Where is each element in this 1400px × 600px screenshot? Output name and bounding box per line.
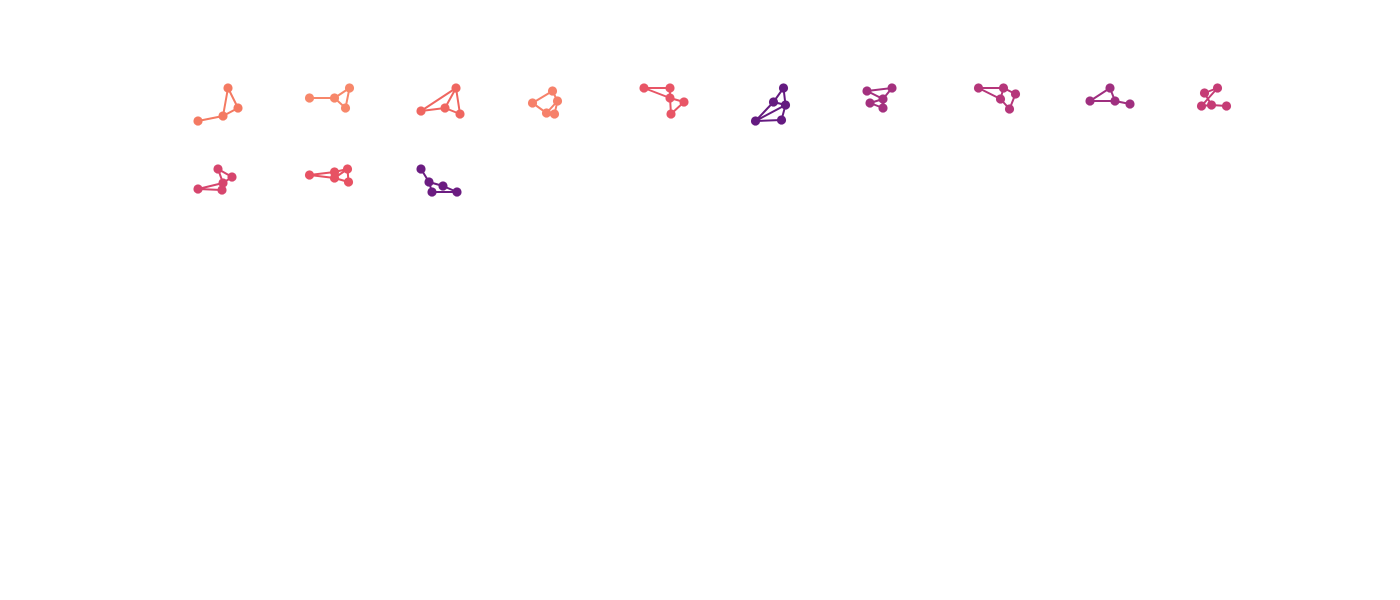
- graph-11-node-0: [213, 164, 222, 173]
- graph-12-node-0: [305, 170, 314, 179]
- graph-10-node-0: [1200, 88, 1209, 97]
- graph-5-node-0: [639, 83, 648, 92]
- graph-9: [1085, 83, 1134, 108]
- graph-7-node-1: [887, 83, 896, 92]
- graph-5-node-3: [666, 109, 675, 118]
- graph-8-node-4: [1005, 104, 1014, 113]
- graph-11: [193, 164, 236, 194]
- graph-7: [862, 83, 896, 112]
- graph-10-node-3: [1207, 100, 1216, 109]
- graph-5-node-1: [665, 83, 674, 92]
- graph-8-node-0: [974, 83, 983, 92]
- graph-7-node-3: [865, 98, 874, 107]
- graph-10-node-4: [1222, 101, 1231, 110]
- graph-6: [751, 83, 790, 125]
- graph-5-node-4: [679, 97, 688, 106]
- graph-2-node-2: [345, 83, 354, 92]
- graph-3-node-2: [451, 83, 460, 92]
- graph-9-node-3: [1125, 99, 1134, 108]
- graph-8: [974, 83, 1020, 113]
- graph-3-node-1: [440, 103, 449, 112]
- graph-6-node-2: [779, 83, 788, 92]
- graph-1-node-2: [223, 83, 232, 92]
- graph-12-node-4: [344, 177, 353, 186]
- graph-11-node-4: [193, 184, 202, 193]
- graph-10-node-2: [1197, 101, 1206, 110]
- graph-4: [528, 86, 562, 118]
- graph-2: [305, 83, 354, 112]
- graph-4-node-0: [528, 98, 537, 107]
- graph-1-node-1: [218, 111, 227, 120]
- graph-1-node-0: [193, 116, 202, 125]
- graph-6-node-4: [777, 115, 786, 124]
- graph-5: [639, 83, 688, 118]
- graph-9-node-0: [1085, 96, 1094, 105]
- graph-4-node-2: [542, 108, 551, 117]
- graph-1-node-3: [233, 103, 242, 112]
- graph-2-node-1: [330, 93, 339, 102]
- graph-13-node-0: [416, 164, 425, 173]
- graph-12-node-3: [343, 164, 352, 173]
- graph-8-node-2: [996, 94, 1005, 103]
- graph-grid: [193, 83, 1231, 196]
- graph-13-node-3: [452, 187, 461, 196]
- graph-2-node-3: [341, 103, 350, 112]
- graph-13-node-4: [427, 187, 436, 196]
- graph-10-node-1: [1213, 83, 1222, 92]
- graph-4-node-1: [548, 86, 557, 95]
- graph-6-node-0: [751, 116, 760, 125]
- graph-12-node-2: [330, 167, 339, 176]
- graph-3-node-0: [416, 106, 425, 115]
- graph-6-node-3: [781, 100, 790, 109]
- graph-5-node-2: [665, 93, 674, 102]
- graph-6-node-1: [769, 97, 778, 106]
- graph-10: [1197, 83, 1231, 110]
- graph-13: [416, 164, 461, 196]
- graph-3-node-3: [455, 109, 464, 118]
- graph-7-node-0: [862, 86, 871, 95]
- graph-12: [305, 164, 353, 186]
- graph-8-node-3: [1011, 89, 1020, 98]
- graph-4-node-3: [550, 109, 559, 118]
- graph-4-node-4: [553, 96, 562, 105]
- graph-11-node-1: [227, 172, 236, 181]
- graph-9-node-2: [1110, 96, 1119, 105]
- graph-7-node-4: [878, 103, 887, 112]
- graph-1: [193, 83, 242, 125]
- graph-8-node-1: [999, 83, 1008, 92]
- graph-11-node-3: [217, 185, 226, 194]
- graph-13-node-2: [438, 181, 447, 190]
- graph-3: [416, 83, 464, 118]
- graph-9-node-1: [1105, 83, 1114, 92]
- graph-13-node-1: [424, 177, 433, 186]
- graph-2-node-0: [305, 93, 314, 102]
- graph-7-node-2: [878, 94, 887, 103]
